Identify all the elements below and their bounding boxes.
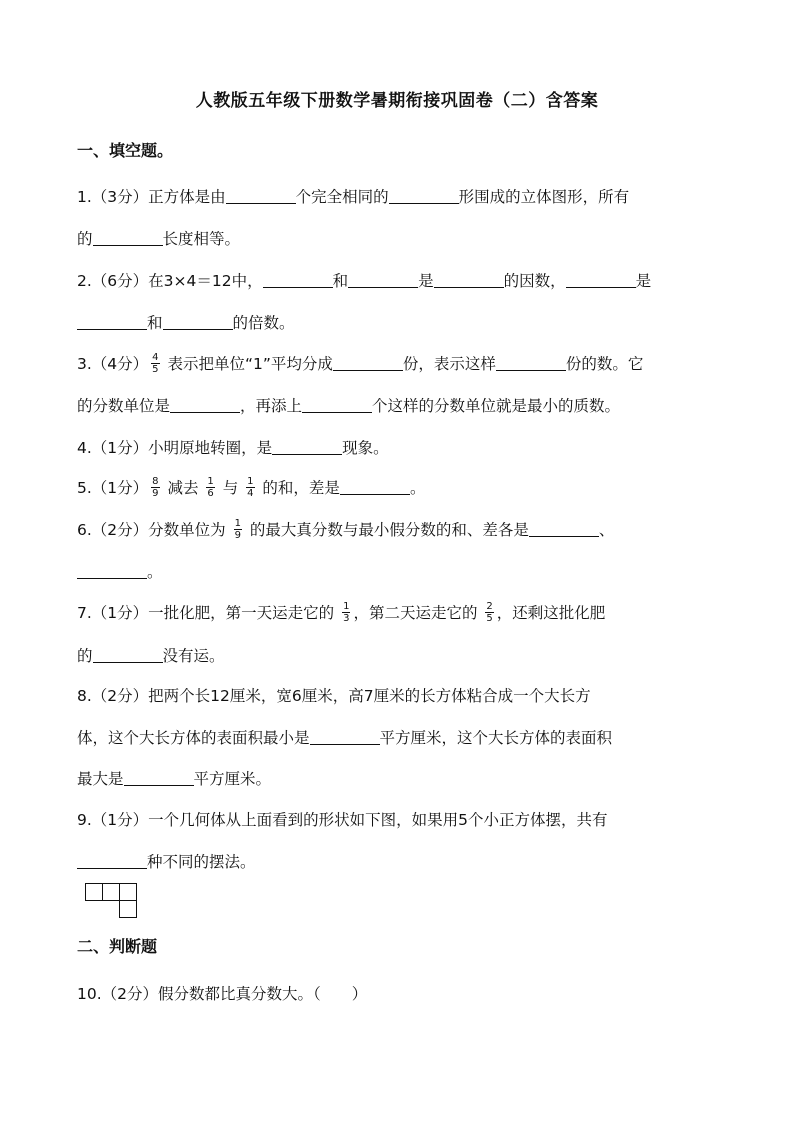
fraction: [151, 352, 159, 375]
q3-text: 表示把单位“1”平均分成: [162, 355, 333, 373]
denominator: 6: [207, 488, 214, 499]
numerator: 1: [343, 601, 350, 612]
q10-text: 10.（2分）假分数都比真分数大。（ ）: [77, 985, 368, 1003]
section-fill-blank: 一、填空题。: [77, 141, 174, 160]
question-1-cont: [77, 228, 722, 250]
q5-text: 。: [409, 479, 426, 497]
q6-text: 。: [147, 563, 163, 581]
question-10: [77, 983, 722, 1005]
q2-text: 的因数，: [503, 272, 566, 290]
q9-text: 种不同的摆法。: [147, 853, 256, 871]
denominator: 4: [247, 488, 254, 499]
answer-blank[interactable]: [566, 271, 636, 288]
q8-text: 平方厘米，这个大长方体的表面积: [379, 729, 613, 747]
answer-blank[interactable]: [170, 396, 240, 413]
q6-text: 、: [598, 521, 615, 539]
q1-text: 长度相等。: [162, 230, 241, 248]
numerator: 1: [247, 476, 254, 487]
q6-text: 6.（2分）分数单位为: [77, 521, 231, 539]
answer-blank[interactable]: [302, 396, 372, 413]
answer-blank[interactable]: [529, 520, 599, 537]
q5-text: 减去: [162, 479, 204, 497]
q4-text: 4.（1分）小明原地转圈，是: [77, 439, 273, 457]
answer-blank[interactable]: [77, 562, 147, 579]
denominator: 9: [152, 488, 159, 499]
answer-blank[interactable]: [389, 187, 459, 204]
q2-text: 和: [147, 314, 163, 332]
fraction: [342, 601, 350, 624]
q1-text: 1.（3分）正方体是由: [77, 188, 226, 206]
question-5: [77, 477, 722, 500]
answer-blank[interactable]: [263, 271, 333, 288]
question-1: [77, 186, 722, 208]
question-7-cont: [77, 645, 722, 667]
answer-blank[interactable]: [348, 271, 418, 288]
question-8-cont: [77, 727, 722, 749]
q3-text: 个这样的分数单位就是最小的质数。: [372, 397, 621, 415]
answer-blank[interactable]: [310, 728, 380, 745]
q2-text: 的倍数。: [232, 314, 295, 332]
q2-text: 是: [635, 272, 652, 290]
question-2-cont: [77, 312, 722, 334]
denominator: 5: [486, 613, 493, 624]
fraction: [246, 476, 254, 499]
answer-blank[interactable]: [77, 852, 147, 869]
grid-square: [86, 884, 103, 901]
fraction: [151, 476, 159, 499]
answer-blank[interactable]: [93, 229, 163, 246]
q7-text: 7.（1分）一批化肥，第一天运走它的: [77, 604, 340, 622]
answer-blank[interactable]: [272, 438, 342, 455]
q1-text: 个完全相同的: [295, 188, 389, 206]
question-3-cont: [77, 395, 722, 417]
grid-square: [120, 884, 137, 901]
answer-blank[interactable]: [333, 354, 403, 371]
answer-blank[interactable]: [77, 313, 147, 330]
answer-blank[interactable]: [496, 354, 566, 371]
question-6-cont: [77, 561, 722, 583]
section-true-false: 二、判断题: [77, 937, 158, 956]
question-7: [77, 602, 722, 625]
answer-blank[interactable]: [434, 271, 504, 288]
q3-text: ，再添上: [240, 397, 303, 415]
grid-square: [120, 901, 137, 918]
answer-blank[interactable]: [93, 646, 163, 663]
numerator: 8: [152, 476, 159, 487]
fraction: [485, 601, 493, 624]
fraction: [206, 476, 214, 499]
answer-blank[interactable]: [226, 187, 296, 204]
numerator: 1: [234, 518, 241, 529]
q1-text: 的: [77, 230, 93, 248]
answer-blank[interactable]: [163, 313, 233, 330]
question-2: [77, 270, 722, 292]
denominator: 5: [152, 364, 159, 375]
question-9-cont: [77, 851, 722, 873]
answer-blank[interactable]: [340, 478, 410, 495]
question-4: [77, 437, 722, 459]
fraction: [234, 518, 242, 541]
q3-text: 3.（4分）: [77, 355, 149, 373]
q3-text: 份的数。它: [565, 355, 644, 373]
denominator: 3: [343, 613, 350, 624]
q3-text: 的分数单位是: [77, 397, 171, 415]
question-8: [77, 685, 722, 707]
question-9: [77, 809, 722, 831]
numerator: 2: [486, 601, 493, 612]
page-title: 人教版五年级下册数学暑期衔接巩固卷（二）含答案: [195, 91, 599, 111]
q4-text: 现象。: [342, 439, 389, 457]
q5-text: 的和，差是: [257, 479, 340, 497]
q9-text: 9.（1分）一个几何体从上面看到的形状如下图，如果用5个小正方体摆，共有: [77, 811, 608, 829]
q7-text: 的: [77, 647, 93, 665]
q8-text: 8.（2分）把两个长12厘米，宽6厘米，高7厘米的长方体粘合成一个大长方: [77, 687, 591, 705]
question-3: [77, 353, 722, 376]
q2-text: 2.（6分）在3×4＝12中，: [77, 272, 263, 290]
numerator: 1: [207, 476, 214, 487]
answer-blank[interactable]: [124, 769, 194, 786]
q1-text: 形围成的立体图形，所有: [458, 188, 630, 206]
q8-text: 最大是: [77, 770, 124, 788]
q8-text: 体，这个大长方体的表面积最小是: [77, 729, 310, 747]
q7-text: ，第二天运走它的: [353, 604, 483, 622]
q7-text: 没有运。: [162, 647, 225, 665]
q6-text: 的最大真分数与最小假分数的和、差各是: [244, 521, 529, 539]
q2-text: 是: [418, 272, 434, 290]
numerator: 4: [152, 352, 159, 363]
q3-text: 份，表示这样: [402, 355, 496, 373]
question-8-cont2: [77, 768, 722, 790]
q5-text: 5.（1分）: [77, 479, 149, 497]
q5-text: 与: [217, 479, 244, 497]
q2-text: 和: [332, 272, 349, 290]
denominator: 9: [234, 530, 241, 541]
q7-text: ，还剩这批化肥: [496, 604, 606, 622]
grid-square: [103, 884, 120, 901]
q8-text: 平方厘米。: [193, 770, 272, 788]
top-view-figure: [85, 883, 141, 921]
question-6: [77, 519, 722, 542]
